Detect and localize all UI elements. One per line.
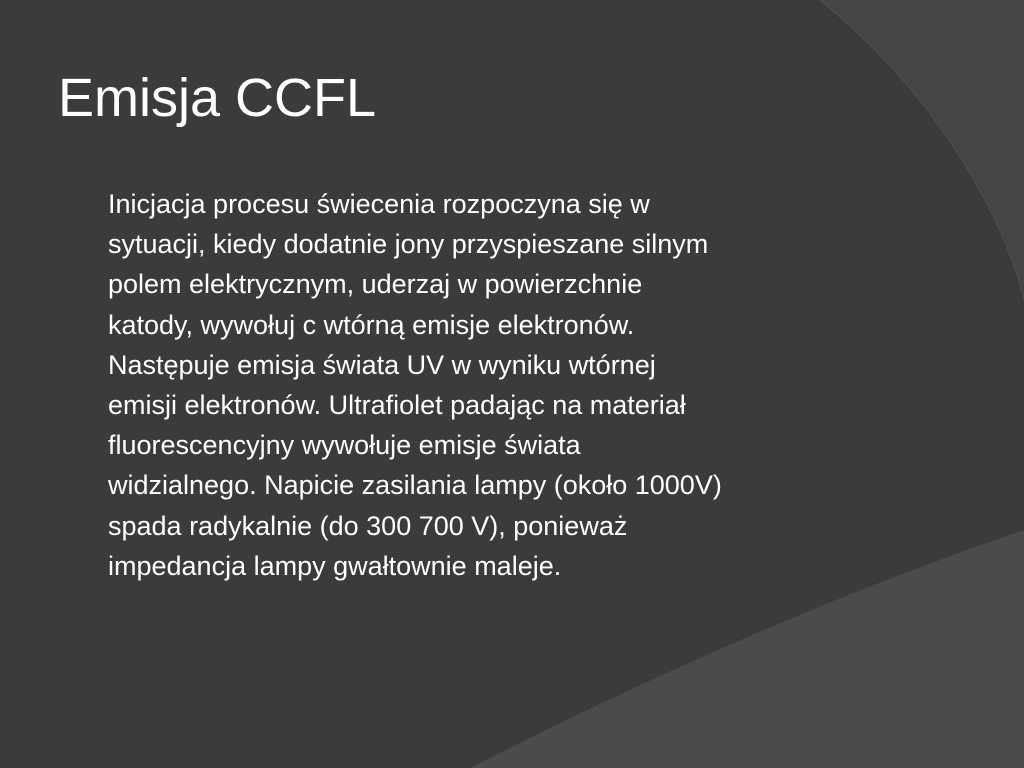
body-line: widzialnego. Napicie zasilania lampy (około 1000V) (108, 470, 722, 501)
body-line: impedancja lampy gwałtownie maleje. (108, 550, 562, 581)
body-line: spada radykalnie (do 300 700 V), ponieważ (108, 510, 628, 541)
body-line: Inicjacja procesu świecenia rozpoczyna się w (108, 189, 650, 219)
body-line: sytuacji, kiedy dodatnie jony przyspieszane silnym (108, 229, 709, 260)
body-line: polem elektrycznym, uderzaj w powierzchnie (108, 269, 643, 300)
body-line: katody, wywołuj c wtórną emisje elektronów. (108, 309, 635, 340)
body-line: Następuje emisja świata UV w wyniku wtórnej (108, 349, 656, 380)
body-line: fluorescencyjny wywołuje emisje świata (108, 430, 581, 461)
slide-body-text (108, 184, 988, 586)
slide-title: Emisja CCFL (58, 68, 377, 128)
body-line: emisji elektronów. Ultrafiolet padając na materiał (108, 390, 686, 421)
